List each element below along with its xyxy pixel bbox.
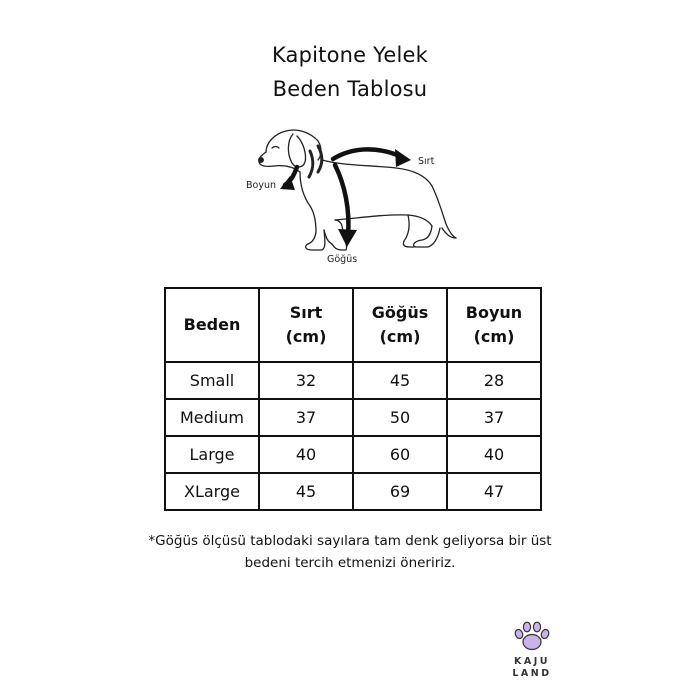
footnote-line1: *Göğüs ölçüsü tablodaki sayılara tam denk geliyorsa bir üst xyxy=(148,533,552,549)
brand-name-line1: KAJU xyxy=(514,656,550,667)
cell-back: 32 xyxy=(259,362,353,399)
table-row xyxy=(165,362,541,399)
cell-chest: 69 xyxy=(353,473,447,510)
header-neck: Boyun (cm) xyxy=(447,288,541,362)
size-table xyxy=(164,287,542,511)
header-size: Beden xyxy=(165,288,259,362)
cell-size: Large xyxy=(165,436,259,473)
paw-icon xyxy=(508,620,556,652)
cell-neck: 28 xyxy=(447,362,541,399)
table-row xyxy=(165,399,541,436)
cell-neck: 40 xyxy=(447,436,541,473)
brand-logo xyxy=(508,620,556,680)
footnote-line2: bedeni tercih etmenizi öneririz. xyxy=(244,555,456,571)
label-neck: Boyun xyxy=(246,180,276,191)
cell-neck: 47 xyxy=(447,473,541,510)
table-row xyxy=(165,473,541,510)
cell-chest: 45 xyxy=(353,362,447,399)
header-back: Sırt (cm) xyxy=(259,288,353,362)
chart-title-line2: Beden Tablosu xyxy=(272,77,428,101)
cell-chest: 50 xyxy=(353,399,447,436)
label-chest: Göğüs xyxy=(327,254,358,265)
cell-back: 37 xyxy=(259,399,353,436)
cell-size: Medium xyxy=(165,399,259,436)
cell-size: Small xyxy=(165,362,259,399)
chart-title-line1: Kapitone Yelek xyxy=(271,43,429,67)
cell-size: XLarge xyxy=(165,473,259,510)
cell-back: 45 xyxy=(259,473,353,510)
header-chest: Göğüs (cm) xyxy=(353,288,447,362)
cell-back: 40 xyxy=(259,436,353,473)
brand-name-line2: LAND xyxy=(512,668,552,679)
label-back: Sırt xyxy=(418,156,435,167)
cell-neck: 37 xyxy=(447,399,541,436)
table-row xyxy=(165,436,541,473)
cell-chest: 60 xyxy=(353,436,447,473)
table-header-row xyxy=(165,288,541,362)
